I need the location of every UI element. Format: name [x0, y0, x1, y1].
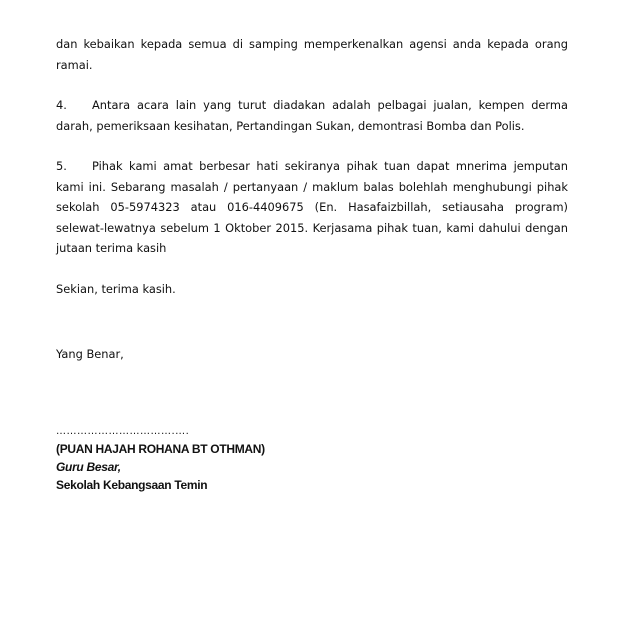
spacer — [56, 365, 568, 410]
spacer — [56, 136, 568, 156]
signature-line: …………………………….…. — [56, 425, 190, 437]
signatory-name: (PUAN HAJAH ROHANA BT OTHMAN) — [56, 441, 265, 456]
paragraph-number: 5. — [56, 159, 67, 173]
spacer — [56, 75, 568, 95]
signatory-title: Guru Besar, — [56, 459, 121, 474]
paragraph-4 — [56, 95, 568, 136]
salutation: Yang Benar, — [56, 347, 124, 361]
paragraph-5 — [56, 156, 568, 259]
paragraph-number: 4. — [56, 98, 67, 112]
closing-line: Sekian, terima kasih. — [56, 281, 176, 296]
spacer — [56, 259, 568, 279]
paragraph-text: Antara acara lain yang turut diadakan adalah pelbagai jualan, kempen derma darah, pemeriksaan kesihatan, Pertandingan Sukan, demontrasi Bomba dan Polis. — [56, 98, 568, 133]
paragraph-intro: dan kebaikan kepada semua di samping memperkenalkan agensi anda kepada orang ramai. — [56, 37, 568, 72]
spacer — [56, 299, 568, 344]
school-name: Sekolah Kebangsaan Temin — [56, 477, 208, 492]
paragraph-text: Pihak kami amat berbesar hati sekiranya pihak tuan dapat mnerima jemputan kami ini. Sebarang masalah / pertanyaan / maklum balas bolehlah menghubungi pihak sekolah 05-5974323 atau 016-4409675 (En. Hasafaizbillah, setiausaha program) selewat-lewatnya sebelum 1 Oktober 2015. Kerjasama pihak tuan, kami dahului dengan jutaan terima kasih — [56, 159, 568, 255]
letter-page — [56, 34, 568, 494]
